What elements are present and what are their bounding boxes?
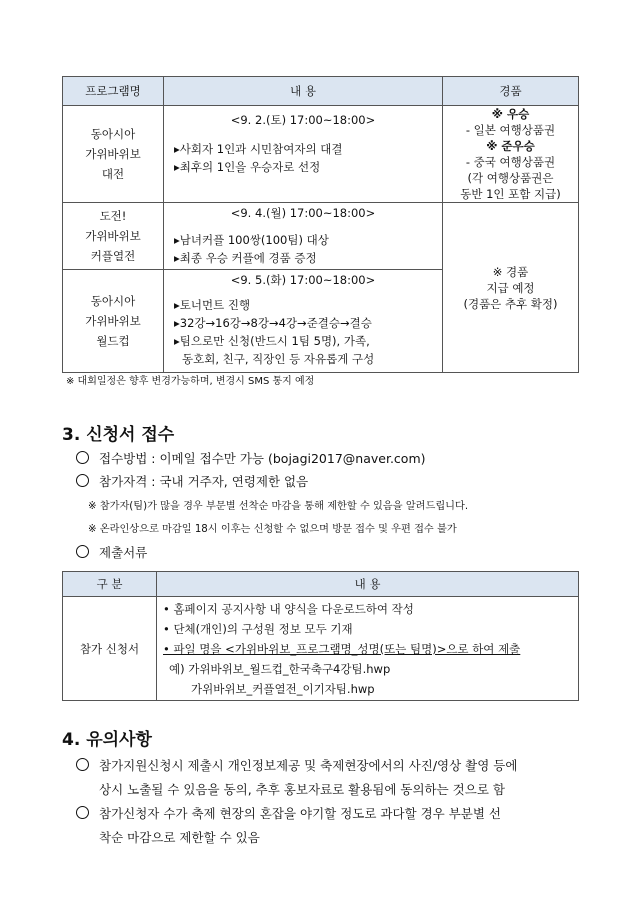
table-row [63,597,579,701]
program-name: 동아시아 가위바위보 월드컵 [63,270,164,373]
row-label: 참가 신청서 [63,597,157,701]
note-line: ※ 참가자(팀)가 많을 경우 부문별 선착순 마감을 통해 제한할 수 있음을 알려드립니다. [88,501,469,512]
table-row [63,203,579,270]
prize-cell-1: ※ 우승 - 일본 여행상품권 ※ 준우승 - 중국 여행상품권 (각 여행상품권은 동반 1인 포함 지급) [443,106,579,203]
program-content: <9. 2.(토) 17:00~18:00> ▸사회자 1인과 시민참여자의 대결 ▸최후의 1인을 우승자로 선정 [164,106,443,203]
list-item: 제출서류 [76,543,147,561]
program-time: <9. 2.(토) 17:00~18:00> [230,113,376,127]
circle-bullet-icon [76,451,89,464]
docs-content: • 홈페이지 공지사항 내 양식을 다운로드하여 작성 • 단체(개인)의 구성원 정보 모두 기재 • 파일 명을 <가위바위보_프로그램명_성명(또는 팀명)>으로 하여 제출 예) 가위바위보_월드컵_한국축구4강팀.hwp 가위바위보_커플열전_이기자팀.hwp [157,597,579,701]
section3-title: 3. 신청서 접수 [62,425,175,445]
docs-table [62,571,579,701]
header-prize: 경품 [443,77,579,106]
header-program: 프로그램명 [63,77,164,106]
program-name: 동아시아 가위바위보 대전 [63,106,164,203]
program-name: 도전! 가위바위보 커플열전 [63,203,164,270]
circle-bullet-icon [76,474,89,487]
section4-title: 4. 유의사항 [62,730,152,750]
circle-bullet-icon [76,806,89,819]
header-content: 내 용 [157,572,579,597]
list-item: 접수방법 : 이메일 접수만 가능 (bojagi2017@naver.com) [76,449,426,467]
table-row [63,106,579,203]
circle-bullet-icon [76,758,89,771]
list-item: 참가신청자 수가 축제 현장의 혼잡을 야기할 정도로 과다할 경우 부분별 선 착순 마감으로 제한할 수 있음 [76,802,501,850]
header-category: 구 분 [63,572,157,597]
list-item: 참가지원신청시 제출시 개인정보제공 및 축제현장에서의 사진/영상 촬영 등에 상시 노출될 수 있음을 동의, 추후 홍보자료로 활용됨에 동의하는 것으로 함 [76,754,517,802]
program-time: <9. 5.(화) 17:00~18:00> [230,273,376,287]
list-item: 참가자격 : 국내 거주자, 연령제한 없음 [76,472,308,490]
program-time: <9. 4.(월) 17:00~18:00> [230,206,376,220]
program-content: <9. 4.(월) 17:00~18:00> ▸남녀커플 100쌍(100팀) 대상 ▸최종 우승 커플에 경품 증정 [164,203,443,270]
note-line: ※ 온라인상으로 마감일 18시 이후는 신청할 수 없으며 방문 접수 및 우편 접수 불가 [88,524,457,535]
prize-cell-2: ※ 경품 지급 예정 (경품은 추후 확정) [443,203,579,373]
schedule-table [62,76,579,373]
schedule-note: ※ 대회일정은 향후 변경가능하며, 변경시 SMS 통지 예정 [66,376,315,387]
circle-bullet-icon [76,545,89,558]
program-content: <9. 5.(화) 17:00~18:00> ▸토너먼트 진행 ▸32강→16강→8강→4강→준결승→결승 ▸팀으로만 신청(반드시 1팀 5명), 가족, 동호회, 친구, 직장인 등 자유롭게 구성 [164,270,443,373]
header-content: 내 용 [164,77,443,106]
